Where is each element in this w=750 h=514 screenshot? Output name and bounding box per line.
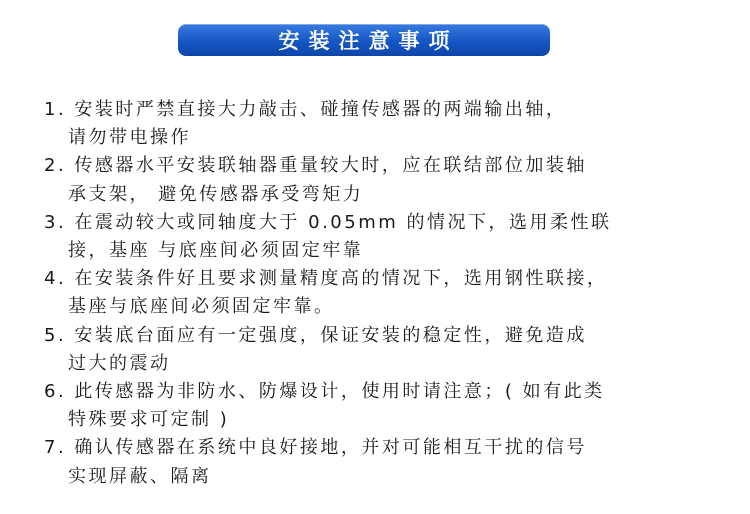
note-5-line-2: 过大的震动 — [68, 352, 171, 374]
note-3-line-2: 接，基座 与底座间必须固定牢靠 — [68, 240, 364, 262]
list-item — [44, 378, 724, 434]
title-banner — [178, 24, 550, 56]
page-title: 安装注意事项 — [278, 28, 459, 53]
note-6-line-1: 6. 此传感器为非防水、防爆设计，使用时请注意；( 如有此类 — [44, 381, 605, 403]
list-item — [44, 152, 724, 208]
note-4-line-2: 基座与底座间必须固定牢靠。 — [68, 296, 335, 318]
note-3-line-1: 3. 在震动较大或同轴度大于 0.05mm 的情况下，选用柔性联 — [44, 211, 612, 233]
precautions-list — [44, 96, 724, 491]
note-1-line-1: 1. 安装时严禁直接大力敲击、碰撞传感器的两端输出轴， — [44, 99, 567, 120]
note-5-line-1: 5. 安装底台面应有一定强度，保证安装的稳定性，避免造成 — [44, 324, 587, 346]
note-4-line-1: 4. 在安装条件好且要求测量精度高的情况下，选用钢性联接， — [44, 268, 608, 290]
note-2-line-2: 承支架， 避免传感器承受弯矩力 — [68, 183, 364, 205]
list-item — [44, 265, 724, 321]
list-item — [44, 322, 724, 378]
note-6-line-2: 特殊要求可定制 ) — [68, 409, 230, 431]
note-2-line-1: 2. 传感器水平安装联轴器重量较大时，应在联结部位加装轴 — [44, 155, 587, 177]
list-item — [44, 209, 724, 265]
note-1-line-2: 请勿带电操作 — [68, 127, 191, 149]
list-item — [44, 96, 724, 152]
note-7-line-1: 7. 确认传感器在系统中良好接地，并对可能相互干扰的信号 — [44, 437, 587, 459]
list-item — [44, 434, 724, 490]
note-7-line-2: 实现屏蔽、隔离 — [68, 465, 212, 487]
